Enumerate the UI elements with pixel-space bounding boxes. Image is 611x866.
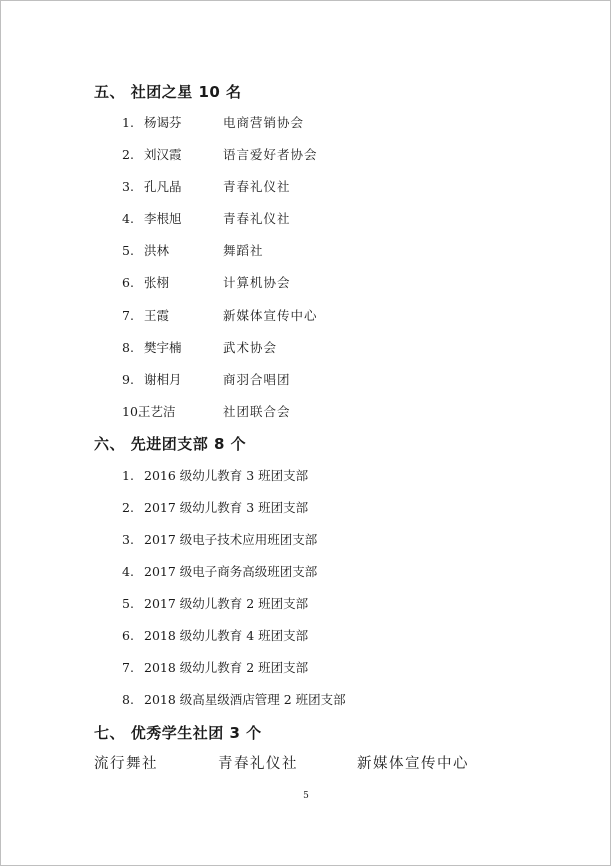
student-name: 张栩 xyxy=(144,275,170,290)
item-number: 5. xyxy=(122,243,134,258)
branch-name: 2017 级电子技术应用班团支部 xyxy=(144,532,318,547)
excellent-club: 青春礼仪社 xyxy=(218,756,298,772)
item-number: 9. xyxy=(122,372,134,387)
item-number: 6. xyxy=(122,275,134,290)
item-number: 10. xyxy=(122,404,142,419)
student-name: 刘汉霞 xyxy=(144,147,182,162)
student-name: 王霞 xyxy=(144,308,170,323)
club-name: 社团联合会 xyxy=(223,404,291,419)
item-number: 2. xyxy=(122,500,134,515)
item-number: 6. xyxy=(122,628,134,643)
item-number: 8. xyxy=(122,340,134,355)
student-name: 樊宇楠 xyxy=(144,340,182,355)
club-name: 新媒体宣传中心 xyxy=(223,308,318,323)
excellent-club: 新媒体宣传中心 xyxy=(357,756,469,772)
club-name: 语言爱好者协会 xyxy=(223,147,318,162)
excellent-club: 流行舞社 xyxy=(94,756,158,772)
section-heading-clubs: 七、 优秀学生社团 3 个 xyxy=(94,724,262,742)
student-name: 李根旭 xyxy=(144,211,182,226)
item-number: 7. xyxy=(122,308,134,323)
student-name: 孔凡晶 xyxy=(144,179,182,194)
club-name: 电商营销协会 xyxy=(223,115,305,130)
branch-name: 2017 级电子商务高级班团支部 xyxy=(144,564,318,579)
section-heading-branches: 六、 先进团支部 8 个 xyxy=(94,435,247,453)
item-number: 2. xyxy=(122,147,134,162)
club-name: 计算机协会 xyxy=(223,275,291,290)
club-name: 青春礼仪社 xyxy=(223,179,291,194)
club-name: 舞蹈社 xyxy=(223,243,264,258)
item-number: 8. xyxy=(122,692,134,707)
branch-name: 2018 级幼儿教育 2 班团支部 xyxy=(144,660,309,675)
club-name: 商羽合唱团 xyxy=(223,372,291,387)
student-name: 谢相月 xyxy=(144,372,182,387)
item-number: 4. xyxy=(122,564,134,579)
branch-name: 2018 级幼儿教育 4 班团支部 xyxy=(144,628,309,643)
item-number: 7. xyxy=(122,660,134,675)
branch-name: 2016 级幼儿教育 3 班团支部 xyxy=(144,468,309,483)
branch-name: 2017 级幼儿教育 2 班团支部 xyxy=(144,596,309,611)
item-number: 3. xyxy=(122,532,134,547)
item-number: 1. xyxy=(122,115,134,130)
branch-name: 2017 级幼儿教育 3 班团支部 xyxy=(144,500,309,515)
item-number: 5. xyxy=(122,596,134,611)
student-name: 杨谒芬 xyxy=(144,115,182,130)
item-number: 3. xyxy=(122,179,134,194)
club-name: 武术协会 xyxy=(223,340,278,355)
student-name: 王艺洁 xyxy=(138,404,176,419)
section-heading-stars: 五、 社团之星 10 名 xyxy=(94,83,242,101)
item-number: 1. xyxy=(122,468,134,483)
club-name: 青春礼仪社 xyxy=(223,211,291,226)
page-number: 5 xyxy=(303,791,309,801)
student-name: 洪林 xyxy=(144,243,170,258)
branch-name: 2018 级高星级酒店管理 2 班团支部 xyxy=(144,692,346,707)
item-number: 4. xyxy=(122,211,134,226)
